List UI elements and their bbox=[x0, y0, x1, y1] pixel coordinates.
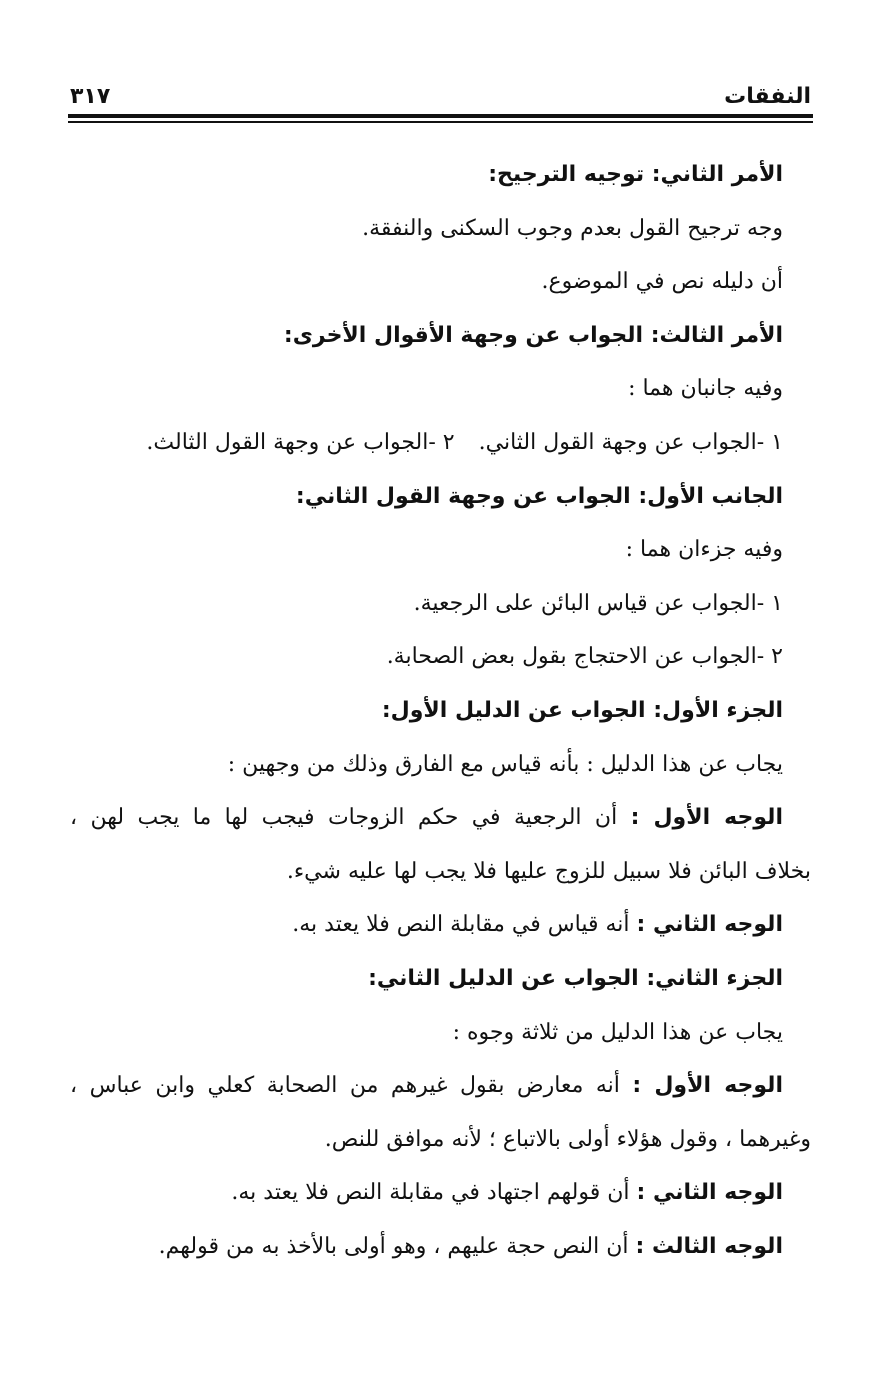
point-text: أنه معارض بقول غيرهم من الصحابة كعلي وابن عباس ، bbox=[70, 1073, 633, 1099]
paragraph-line: أن دليله نص في الموضوع. bbox=[541, 269, 783, 295]
heading-second-part: الجزء الثاني: الجواب عن الدليل الثاني: bbox=[368, 965, 783, 991]
heading-first-part: الجزء الأول: الجواب عن الدليل الأول: bbox=[381, 697, 783, 723]
paragraph-line: وفيه جزءان هما : bbox=[625, 537, 783, 563]
numbered-items-line bbox=[70, 416, 783, 470]
numbered-item: ٢ -الجواب عن الاحتجاج بقول بعض الصحابة. bbox=[386, 644, 783, 670]
numbered-item-1: ١ -الجواب عن وجهة القول الثاني. bbox=[478, 429, 783, 455]
page-header bbox=[70, 80, 811, 116]
point-lead: الوجه الثاني : bbox=[636, 1180, 783, 1206]
point-lead: الوجه الأول : bbox=[632, 1073, 783, 1099]
numbered-item-2: ٢ -الجواب عن وجهة القول الثالث. bbox=[146, 429, 455, 455]
heading-first-side: الجانب الأول: الجواب عن وجهة القول الثاني: bbox=[295, 483, 783, 509]
point-text: أنه قياس في مقابلة النص فلا يعتد به. bbox=[292, 912, 637, 938]
point-text: أن الرجعية في حكم الزوجات فيجب لها ما يجب لهن ، bbox=[70, 805, 631, 831]
point-text: أن قولهم اجتهاد في مقابلة النص فلا يعتد به. bbox=[231, 1180, 637, 1206]
header-rule-thick bbox=[68, 114, 813, 118]
paragraph-line: وجه ترجيح القول بعدم وجوب السكنى والنفقة. bbox=[362, 215, 783, 241]
paragraph-continuation: بخلاف البائن فلا سبيل للزوج عليها فلا يجب لها عليه شيء. bbox=[286, 858, 811, 884]
point-text: أن النص حجة عليهم ، وهو أولى بالأخذ به من قولهم. bbox=[158, 1233, 636, 1259]
heading-third-matter: الأمر الثالث: الجواب عن وجهة الأقوال الأخرى: bbox=[283, 322, 783, 348]
header-rule-thin bbox=[68, 121, 813, 123]
running-title: النفقات bbox=[724, 84, 811, 109]
heading-second-matter: الأمر الثاني: توجيه الترجيح: bbox=[488, 162, 783, 187]
paragraph-line bbox=[70, 1059, 783, 1113]
paragraph-line: يجاب عن هذا الدليل من ثلاثة وجوه : bbox=[452, 1019, 783, 1045]
paragraph-line: يجاب عن هذا الدليل : بأنه قياس مع الفارق وذلك من وجهين : bbox=[227, 751, 783, 777]
paragraph-line bbox=[70, 791, 783, 845]
page-body bbox=[70, 148, 811, 1273]
paragraph-line bbox=[70, 1166, 783, 1220]
paragraph-line bbox=[70, 1220, 783, 1274]
paragraph-line: وفيه جانبان هما : bbox=[628, 376, 783, 402]
paragraph-continuation: وغيرهما ، وقول هؤلاء أولى بالاتباع ؛ لأنه موافق للنص. bbox=[324, 1126, 811, 1152]
point-lead: الوجه الأول : bbox=[630, 805, 783, 831]
page-number: ٣١٧ bbox=[70, 84, 111, 109]
point-lead: الوجه الثاني : bbox=[636, 912, 783, 938]
numbered-item: ١ -الجواب عن قياس البائن على الرجعية. bbox=[413, 590, 783, 616]
paragraph-line bbox=[70, 898, 783, 952]
point-lead: الوجه الثالث : bbox=[635, 1233, 783, 1259]
